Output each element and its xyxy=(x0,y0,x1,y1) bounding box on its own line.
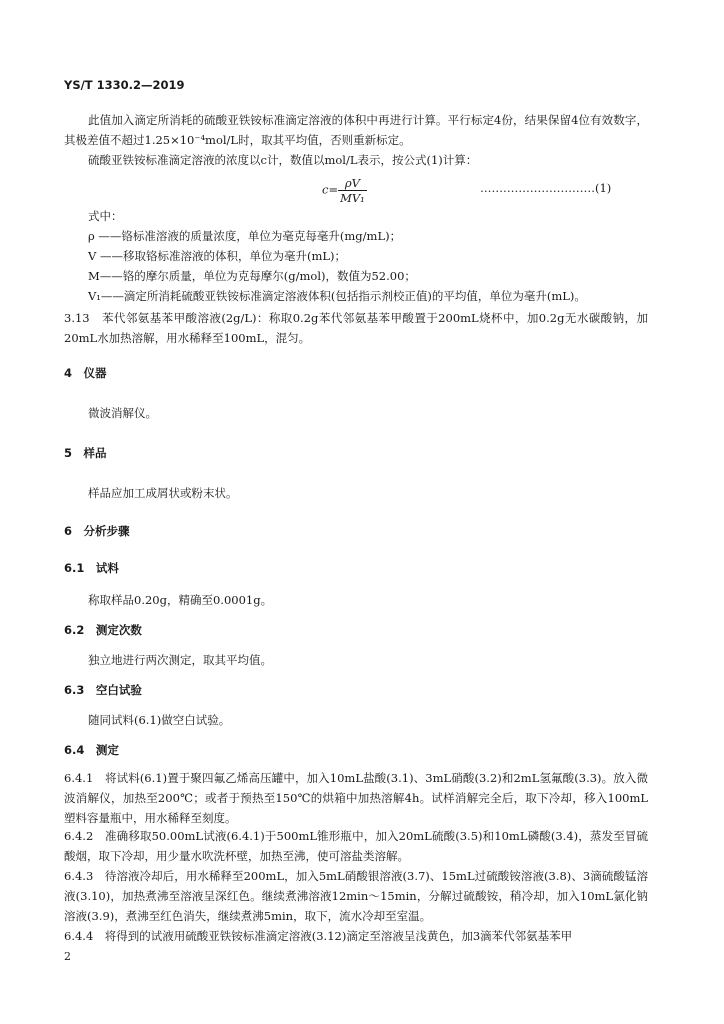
clause-3-13: 3.13 苯代邻氨基苯甲酸溶液(2g/L)：称取0.2g苯代邻氨基苯甲酸置于200mL烧杯中，加0.2g无水碳酸钠，加20mL水加热溶解，用水稀释至100mL，混匀。 xyxy=(64,311,648,345)
formula-numerator: ρV xyxy=(338,176,367,191)
clause-6-4-2: 6.4.2 准确移取50.00mL试液(6.4.1)于500mL锥形瓶中，加入20mL硫酸(3.5)和10mL磷酸(3.4)，蒸发至冒硫酸烟，取下冷却，用少量水吹洗杯壁，加热至沸，使可溶盐类溶解。 xyxy=(64,829,648,863)
clause-6-4-1: 6.4.1 将试料(6.1)置于聚四氟乙烯高压罐中，加入10mL盐酸(3.1)、3mL硝酸(3.2)和2mL氢氟酸(3.3)。放入微波消解仪，加热至200℃；或者于预热至150℃的烘箱中加热溶解4h。试样消解完全后，取下冷却，移入100mL塑料容量瓶中，用水稀释至刻度。 xyxy=(64,771,648,825)
section-6-4-heading: 6.4 测定 xyxy=(64,743,119,757)
formula-denominator: MV₁ xyxy=(340,191,365,205)
paragraph-calibration: 此值加入滴定所消耗的硫酸亚铁铵标准滴定溶液的体积中再进行计算。平行标定4份，结果保留4位有效数字，其极差值不超过1.25×10⁻⁴mol/L时，取其平均值，否则重新标定。 xyxy=(64,113,648,147)
where-label: 式中： xyxy=(88,209,123,223)
clause-6-4-3: 6.4.3 待溶液冷却后，用水稀释至200mL，加入5mL硝酸银溶液(3.7)、15mL过硫酸铵溶液(3.8)、3滴硫酸锰溶液(3.10)，加热煮沸至溶液呈深红色。继续煮沸溶液12min～15min，分解过硫酸铵，稍冷却，加入10mL氯化钠溶液(3.9)，煮沸至红色消失，继续煮沸5min，取下，流水冷却至室温。 xyxy=(64,869,648,923)
formula-fraction xyxy=(338,176,367,205)
section-6-1-text: 称取样品0.20g，精确至0.0001g。 xyxy=(88,593,273,607)
variable-rho: ρ ——铬标准溶液的质量浓度，单位为毫克每毫升(mg/mL)； xyxy=(88,229,402,243)
section-6-3-text: 随同试料(6.1)做空白试验。 xyxy=(88,713,231,727)
page-number: 2 xyxy=(64,950,71,963)
section-6-2-text: 独立地进行两次测定，取其平均值。 xyxy=(88,653,272,667)
section-6-heading: 6 分析步骤 xyxy=(64,524,130,538)
clause-6-4-4: 6.4.4 将得到的试液用硫酸亚铁铵标准滴定溶液(3.12)滴定至溶液呈浅黄色，加3滴苯代邻氨基苯甲 xyxy=(64,929,573,943)
section-4-text: 微波消解仪。 xyxy=(88,406,157,420)
formula-lhs: c= xyxy=(322,182,339,197)
standard-code: YS/T 1330.2—2019 xyxy=(64,78,185,92)
section-5-text: 样品应加工成屑状或粉末状。 xyxy=(88,486,238,500)
section-6-1-heading: 6.1 试料 xyxy=(64,561,119,575)
formula-1 xyxy=(322,176,367,205)
variable-v1: V₁——滴定所消耗硫酸亚铁铵标准滴定溶液体积(包括指示剂校正值)的平均值，单位为毫升(mL)。 xyxy=(88,289,586,303)
formula-reference: …………………………(1) xyxy=(480,181,612,195)
variable-v: V ——移取铬标准溶液的体积，单位为毫升(mL)； xyxy=(88,249,346,263)
section-6-2-heading: 6.2 测定次数 xyxy=(64,623,142,637)
section-4-heading: 4 仪器 xyxy=(64,366,107,380)
section-6-3-heading: 6.3 空白试验 xyxy=(64,683,142,697)
section-5-heading: 5 样品 xyxy=(64,446,107,460)
paragraph-concentration: 硫酸亚铁铵标准滴定溶液的浓度以c计，数值以mol/L表示，按公式(1)计算： xyxy=(88,153,478,167)
variable-m: M——铬的摩尔质量，单位为克每摩尔(g/mol)，数值为52.00； xyxy=(88,269,416,283)
